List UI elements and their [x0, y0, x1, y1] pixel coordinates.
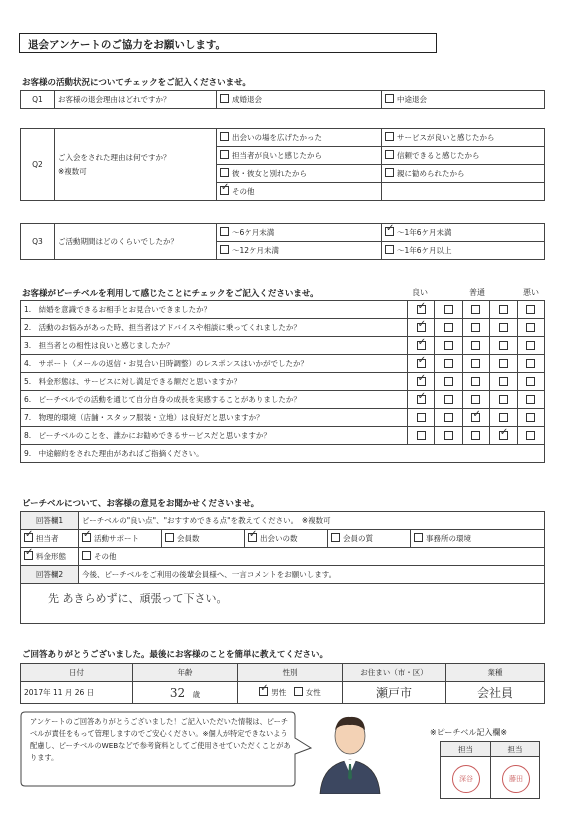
rating-row [21, 373, 545, 391]
checkbox[interactable] [499, 395, 508, 404]
checkbox[interactable] [165, 533, 174, 542]
opinion-option[interactable]: その他 [79, 548, 545, 566]
checkbox[interactable] [417, 413, 426, 422]
age-field[interactable]: 32 歳 [133, 682, 238, 704]
header-date: 日付 [21, 664, 133, 682]
checkbox[interactable] [259, 687, 268, 696]
rating-option[interactable] [462, 409, 489, 427]
rating-option[interactable] [435, 301, 462, 319]
checkbox[interactable] [471, 377, 480, 386]
checkbox[interactable] [220, 245, 229, 254]
checkbox[interactable] [444, 377, 453, 386]
rating-row [21, 355, 545, 373]
checkbox[interactable] [471, 413, 480, 422]
checkbox[interactable] [526, 431, 535, 440]
rating-option[interactable] [435, 391, 462, 409]
rating-option[interactable] [490, 319, 517, 337]
rating-question: 4. サポート（メールの返信・お見合い日時調整）のレスポンスはいかがでしたか？ [21, 355, 408, 373]
stamp-cell-1 [441, 757, 491, 799]
opinion-option[interactable]: ✓ 出会いの数 [245, 530, 328, 548]
checkbox[interactable] [444, 359, 453, 368]
scale-normal-label: 普通 [469, 288, 485, 297]
rating-row [21, 427, 545, 445]
rating-option[interactable] [517, 301, 544, 319]
answer1-label: 回答欄1 [21, 512, 79, 530]
checkbox[interactable] [526, 305, 535, 314]
thank-you-message: アンケートのご回答ありがとうございました！ご記入いただいた情報は、ピーチベルが責任をもって管理しますのでご安心ください。※個人が特定できないよう配慮し、ピーチベルのWEBなどで参考資料としてご使用させていただくことがあります。 [30, 717, 291, 762]
checkbox[interactable] [331, 533, 340, 542]
checkbox[interactable] [444, 341, 453, 350]
q2-number: Q2 [21, 129, 55, 201]
rating-option[interactable] [517, 337, 544, 355]
rating-option[interactable] [490, 355, 517, 373]
rating-option[interactable] [462, 319, 489, 337]
handwritten-comment: 先 あきらめずに、頑張って下さい。 [48, 592, 228, 605]
q3-option[interactable]: ～12ケ月未満 [217, 242, 382, 260]
q2-option[interactable]: 彼・彼女と別れたから [217, 165, 382, 183]
q3-question: ご活動期間はどのくらいでしたか？ [55, 224, 217, 260]
staff-section-title: ※ピーチベル記入欄※ [430, 728, 508, 737]
rating-option[interactable] [462, 355, 489, 373]
stamp-2: 藤田 [502, 765, 530, 793]
q2-option[interactable]: 出会いの場を広げたかった [217, 129, 382, 147]
checkbox[interactable] [82, 533, 91, 542]
header-city: お住まい（市・区） [343, 664, 446, 682]
rating-option[interactable] [462, 427, 489, 445]
city-field[interactable]: 瀬戸市 [343, 682, 446, 704]
opinion-table [20, 511, 545, 624]
checkbox[interactable] [471, 341, 480, 350]
checkbox[interactable] [417, 359, 426, 368]
section-profile-heading: ご回答ありがとうございました。最後にお客様のことを簡単に教えてください。 [22, 650, 329, 660]
opinion-option[interactable]: ✓料金形態 [21, 548, 79, 566]
rating-option[interactable] [462, 391, 489, 409]
rating-option[interactable] [435, 373, 462, 391]
checkbox[interactable] [417, 377, 426, 386]
checkbox[interactable] [385, 94, 394, 103]
q2-option[interactable]: 信頼できると感じたから [382, 147, 545, 165]
checkbox[interactable] [385, 150, 394, 159]
checkbox[interactable] [471, 323, 480, 332]
rating-option[interactable] [408, 355, 435, 373]
rating-table [20, 300, 545, 463]
q3-option[interactable]: ～6ケ月未満 [217, 224, 382, 242]
q1-table [20, 90, 545, 109]
rating-option[interactable] [490, 337, 517, 355]
checkbox[interactable] [499, 377, 508, 386]
checkbox[interactable] [220, 168, 229, 177]
rating-option[interactable] [517, 319, 544, 337]
header-gender: 性別 [238, 664, 343, 682]
rating-question: 5. 料金形態は、サービスに対し満足できる額だと思いますか？ [21, 373, 408, 391]
rating-option[interactable] [435, 319, 462, 337]
checkbox[interactable] [414, 533, 423, 542]
stamp-1: 深谷 [452, 765, 480, 793]
checkbox[interactable] [220, 94, 229, 103]
checkbox[interactable] [499, 359, 508, 368]
q3-option[interactable]: ✓ ～1年6ケ月未満 [382, 224, 545, 242]
checkbox[interactable] [526, 323, 535, 332]
date-field[interactable]: 2017年 11 月 26 日 [21, 682, 133, 704]
q1-option-midway[interactable]: 中途退会 [382, 91, 545, 109]
checkbox[interactable] [417, 323, 426, 332]
staff-header-2: 担当 [491, 742, 540, 757]
checkbox[interactable] [526, 413, 535, 422]
checkbox[interactable] [471, 359, 480, 368]
checkbox[interactable] [24, 551, 33, 560]
rating-option[interactable] [408, 409, 435, 427]
rating-option[interactable] [435, 427, 462, 445]
rating-option[interactable] [462, 301, 489, 319]
q2-option[interactable]: サービスが良いと感じたから [382, 129, 545, 147]
checkbox[interactable] [248, 533, 257, 542]
checkbox[interactable] [444, 431, 453, 440]
section-activity-heading: お客様の活動状況についてチェックをご記入くださいませ。 [22, 78, 251, 88]
checkbox[interactable] [499, 305, 508, 314]
checkbox[interactable] [444, 323, 453, 332]
checkbox[interactable] [444, 305, 453, 314]
q1-question: お客様の退会理由はどれですか？ [55, 91, 217, 109]
scale-bad-label: 悪い [523, 288, 539, 297]
checkbox[interactable] [385, 132, 394, 141]
checkbox[interactable] [499, 413, 508, 422]
occupation-field[interactable]: 会社員 [446, 682, 545, 704]
rating-option[interactable] [408, 301, 435, 319]
q1-option-marriage[interactable]: 成婚退会 [217, 91, 382, 109]
answer2-field[interactable] [21, 584, 545, 624]
checkbox[interactable] [220, 150, 229, 159]
checkbox[interactable] [220, 132, 229, 141]
checkbox[interactable] [444, 413, 453, 422]
rating-option[interactable] [517, 355, 544, 373]
q3-table [20, 223, 545, 260]
checkbox[interactable] [471, 431, 480, 440]
checkbox[interactable] [385, 168, 394, 177]
checkbox[interactable] [24, 533, 33, 542]
rating-option[interactable] [408, 391, 435, 409]
header-age: 年齢 [133, 664, 238, 682]
rating-option[interactable] [517, 373, 544, 391]
staff-stamp-table [440, 741, 540, 799]
rating-option[interactable] [408, 427, 435, 445]
rating-row [21, 409, 545, 427]
rating-question: 3. 担当者との相性は良いと感じましたか？ [21, 337, 408, 355]
checkbox[interactable] [82, 551, 91, 560]
checkbox[interactable] [526, 341, 535, 350]
rating-option[interactable] [408, 319, 435, 337]
rating-option[interactable] [435, 355, 462, 373]
rating-option[interactable] [435, 337, 462, 355]
staff-illustration-icon [318, 712, 382, 794]
answer2-label: 回答欄2 [21, 566, 79, 584]
checkbox[interactable] [526, 377, 535, 386]
scale-good-label: 良い [412, 288, 428, 297]
header-occupation: 業種 [446, 664, 545, 682]
rating-question: 7. 物理的環境（店舗・スタッフ服装・立地）は良好だと思いますか？ [21, 409, 408, 427]
rating-question: 1. 結婚を意識できるお相手とお見合いできましたか？ [21, 301, 408, 319]
q2-option[interactable]: ✓その他 [217, 183, 382, 201]
rating-option[interactable] [517, 409, 544, 427]
checkbox[interactable] [417, 431, 426, 440]
checkbox[interactable] [471, 305, 480, 314]
checkbox[interactable] [444, 395, 453, 404]
answer2-prompt: 今後、ピーチベルをご利用の後輩会員様へ、一言コメントをお願いします。 [79, 566, 545, 584]
form-title: 退会アンケートのご協力をお願いします。 [19, 33, 437, 53]
q2-option[interactable]: 担当者が良いと感じたから [217, 147, 382, 165]
rating-option[interactable] [408, 373, 435, 391]
opinion-option[interactable]: ✓担当者 [21, 530, 79, 548]
rating-option[interactable] [517, 427, 544, 445]
section-rating-heading: お客様がピーチベルを利用して感じたことにチェックをご記入くださいませ。 [22, 289, 319, 299]
checkbox[interactable] [220, 227, 229, 236]
rating-option[interactable] [490, 409, 517, 427]
checkbox[interactable] [417, 305, 426, 314]
rating-row [21, 391, 545, 409]
rating-row [21, 337, 545, 355]
gender-field[interactable]: ✓ 男性 女性 [238, 682, 343, 704]
rating-option[interactable] [408, 337, 435, 355]
checkbox[interactable] [471, 395, 480, 404]
opinion-option[interactable]: ✓ 活動サポート [79, 530, 162, 548]
rating-option[interactable] [490, 301, 517, 319]
checkbox[interactable] [385, 245, 394, 254]
empty-cell [382, 183, 545, 201]
checkbox[interactable] [220, 186, 229, 195]
rating-option[interactable] [517, 391, 544, 409]
checkbox[interactable] [385, 227, 394, 236]
stamp-cell-2 [491, 757, 540, 799]
rating-option[interactable] [490, 427, 517, 445]
opinion-option[interactable]: 会員の質 [328, 530, 411, 548]
checkbox[interactable] [499, 341, 508, 350]
checkbox[interactable] [294, 687, 303, 696]
checkbox[interactable] [499, 323, 508, 332]
staff-header-1: 担当 [441, 742, 491, 757]
rating-option[interactable] [490, 373, 517, 391]
rating-option[interactable] [490, 391, 517, 409]
rating-option[interactable] [462, 373, 489, 391]
checkbox[interactable] [499, 431, 508, 440]
checkbox[interactable] [417, 341, 426, 350]
q3-number: Q3 [21, 224, 55, 260]
rating-row [21, 319, 545, 337]
checkbox[interactable] [526, 359, 535, 368]
q2-question: ご入会をされた理由は何ですか？ ※複数可 [55, 129, 217, 201]
q2-table [20, 128, 545, 201]
answer1-prompt: ピーチベルの"良い点"、"おすすめできる点"を教えてください。 ※複数可 [79, 512, 545, 530]
rating-option[interactable] [462, 337, 489, 355]
q3-option[interactable]: ～1年6ケ月以上 [382, 242, 545, 260]
profile-table [20, 663, 545, 704]
checkbox[interactable] [526, 395, 535, 404]
rating-option[interactable] [435, 409, 462, 427]
rating-question: 2. 活動のお悩みがあった時、担当者はアドバイスや相談に乗ってくれましたか？ [21, 319, 408, 337]
rating-question: 6. ピーチベルでの活動を通じて自分自身の成長を実感することがありましたか？ [21, 391, 408, 409]
rating-row [21, 301, 545, 319]
opinion-option[interactable]: 事務所の環境 [411, 530, 545, 548]
rating-question: 8. ピーチベルのことを、誰かにお勧めできるサービスだと思いますか？ [21, 427, 408, 445]
opinion-option[interactable]: 会員数 [162, 530, 245, 548]
q1-number: Q1 [21, 91, 55, 109]
q2-option[interactable]: 親に勧められたから [382, 165, 545, 183]
cancellation-reason-row[interactable]: 9. 中途解約をされた理由があればご指摘ください。 [21, 445, 545, 463]
checkbox[interactable] [417, 395, 426, 404]
section-opinion-heading: ピーチベルについて、お客様の意見をお聞かせくださいませ。 [22, 499, 260, 509]
